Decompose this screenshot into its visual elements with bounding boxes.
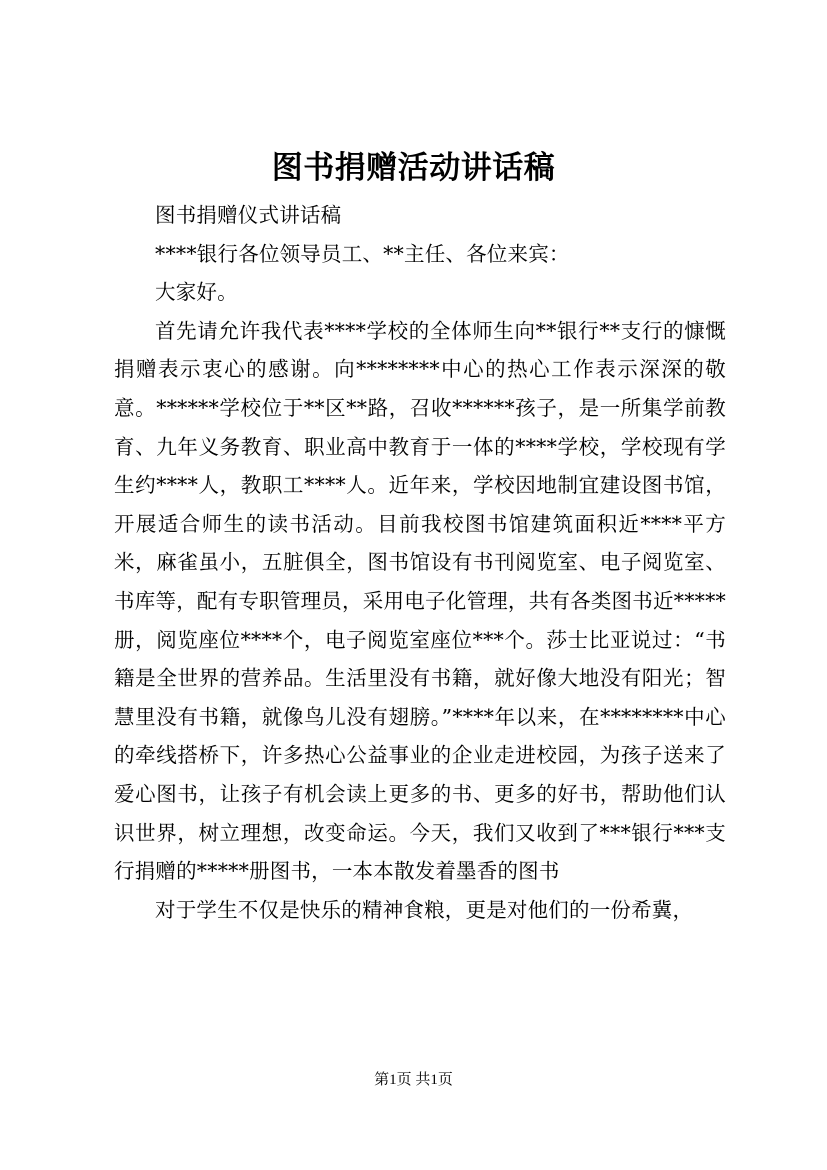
- subtitle-paragraph: 图书捐赠仪式讲话稿: [155, 203, 342, 227]
- body-paragraph-2: 对于学生不仅是快乐的精神食粮，更是对他们的一份希冀，: [155, 897, 694, 922]
- document-title: 图书捐赠活动讲话稿: [271, 150, 556, 186]
- page-number-footer: 第1页 共1页: [374, 1072, 453, 1088]
- document-body: [114, 196, 726, 929]
- body-paragraph-1: 首先请允许我代表****学校的全体师生向**银行**支行的慷慨捐赠表示衷心的感谢。向********中心的热心工作表示深深的敬意。******学校位于**区**路，召收******孩子，是一所集学前教育、九年义务教育、职业高中教育于一体的****学校，学校现有学生约****人，教职工****人。近年来，学校因地制宜建设图书馆，开展适合师生的读书活动。目前我校图书馆建筑面积近****平方米，麻雀虽小，五脏俱全，图书馆设有书刊阅览室、电子阅览室、书库等，配有专职管理员，采用电子化管理，共有各类图书近*****册，阅览座位****个，电子阅览室座位***个。莎士比亚说过：“书籍是全世界的营养品。生活里没有书籍，就好像大地没有阳光；智慧里没有书籍，就像鸟儿没有翅膀。”****年以来，在********中心的牵线搭桥下，许多热心公益事业的企业走进校园，为孩子送来了爱心图书，让孩子有机会读上更多的书、更多的好书，帮助他们认识世界，树立理想，改变命运。今天，我们又收到了***银行***支行捐赠的*****册图书，一本本散发着墨香的图书: [114, 318, 726, 884]
- salutation-paragraph: ****银行各位领导员工、**主任、各位来宾：: [155, 241, 570, 266]
- greeting-paragraph: 大家好。: [155, 280, 238, 305]
